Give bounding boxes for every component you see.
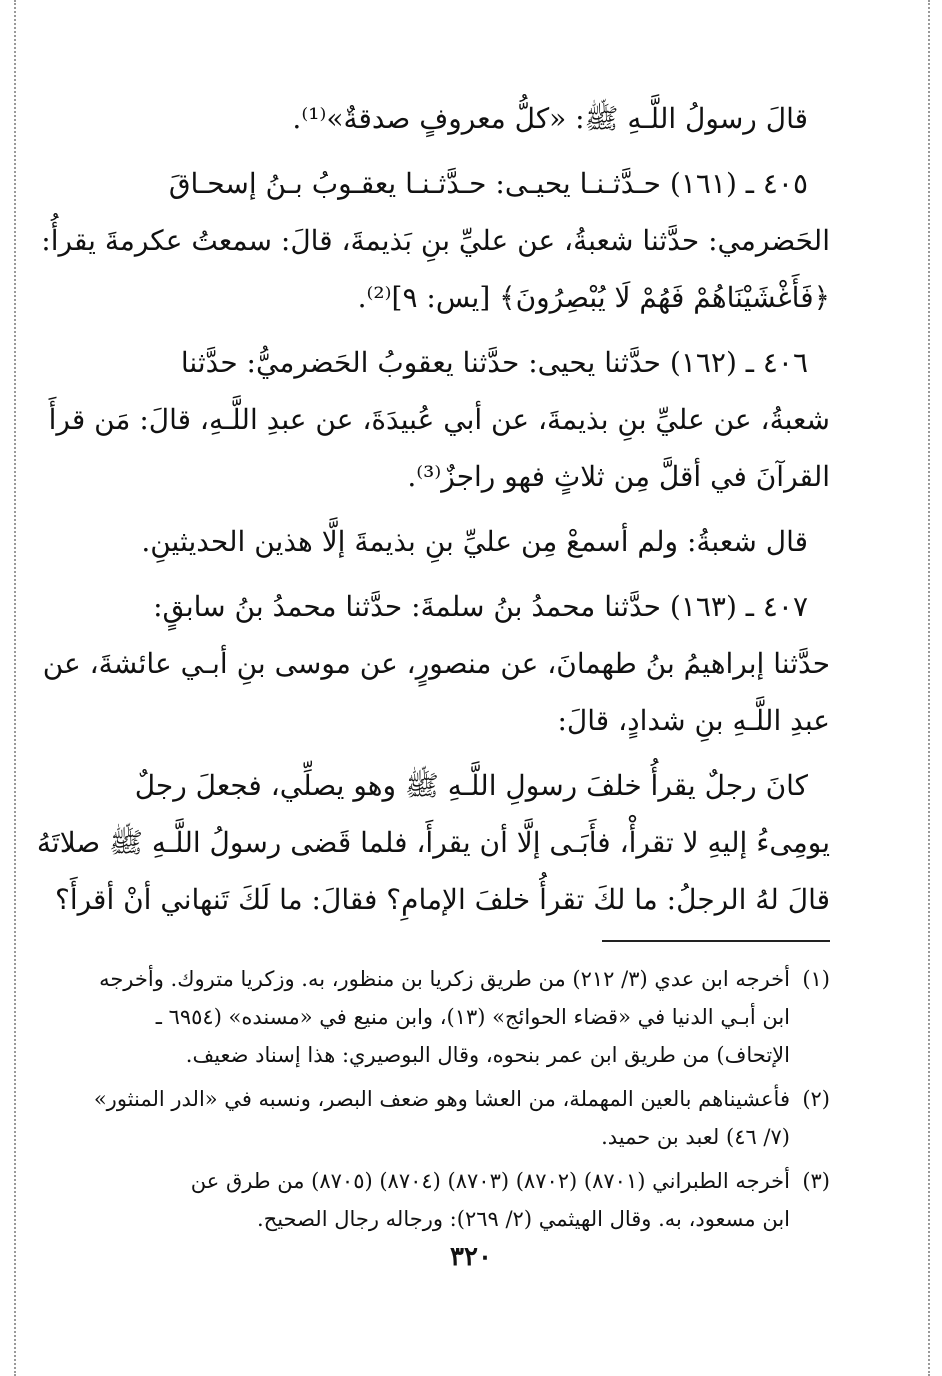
- text-line: القرآنَ في أقلَّ مِن ثلاثٍ فهو راجزٌ⁽³⁾.: [407, 460, 830, 493]
- text-line: ٤٠٧ ـ (١٦٣) حدَّثنا محمدُ بنُ سلمةَ: حدَّثنا محمدُ بنُ سابقٍ:: [153, 590, 808, 623]
- footnote-number: (١): [802, 967, 830, 991]
- text-line: ٤٠٦ ـ (١٦٢) حدَّثنا يحيى: حدَّثنا يعقوبُ الحَضرميُّ: حدَّثنا: [180, 346, 808, 379]
- footnote-text: (٧/ ٤٦) لعبد بن حميد.: [601, 1125, 790, 1149]
- footnote-number: (٣): [802, 1169, 830, 1193]
- scan-edge-left: [14, 0, 16, 1376]
- text-line: شعبةُ، عن عليِّ بنِ بذيمةَ، عن أبي عُبيدَةَ، عن عبدِ اللَّـهِ، قالَ: مَن قرأَ: [48, 403, 830, 436]
- shuba-note: [95, 513, 830, 570]
- footnote-1: [95, 960, 830, 1074]
- hadith-407-story: [36, 757, 830, 928]
- page-body: [36, 90, 830, 1244]
- footnote-text: أخرجه الطبراني (٨٧٠١) (٨٧٠٢) (٨٧٠٣) (٨٧٠٤) (٨٧٠٥) من طرق عن: [190, 1169, 790, 1193]
- text-line: حدَّثنا إبراهيمُ بنُ طهمانَ، عن منصورٍ، عن موسى بنِ أبـي عائشةَ، عن: [42, 647, 830, 680]
- paragraph-prophet-saying: [95, 90, 830, 147]
- footnote-text: ابن أبـي الدنيا في «قضاء الحوائج» (١٣)، وابن منيع في «مسنده» (٦٩٥٤ ـ: [155, 1005, 790, 1029]
- hadith-405: [41, 155, 830, 326]
- text-line: قال شعبةُ: ولم أسمعْ مِن عليِّ بنِ بذيمةَ إلَّا هذين الحديثينِ.: [141, 525, 808, 558]
- footnote-text: ابن مسعود، به. وقال الهيثمي (٢/ ٢٦٩): ورجاله رجال الصحيح.: [256, 1207, 790, 1231]
- text-line: كانَ رجلٌ يقرأُ خلفَ رسولِ اللَّـهِ ﷺ وهو يصلِّي، فجعلَ رجلٌ: [134, 769, 808, 802]
- hadith-407: [42, 578, 830, 749]
- text-line: الحَضرمي: حدَّثنا شعبةُ، عن عليِّ بنِ بَذيمةَ، قالَ: سمعتُ عكرمةَ يقرأُ:: [41, 224, 830, 257]
- text-line: يومِىءُ إليهِ لا تقرأْ، فأَبَـى إلَّا أن يقرأَ، فلما قَضى رسولُ اللَّـهِ ﷺ صلاتَهُ: [36, 826, 830, 859]
- text-line: قالَ رسولُ اللَّـهِ ﷺ: «كلُّ معروفٍ صدقةٌ»⁽¹⁾.: [292, 102, 808, 135]
- footnote-3: [95, 1162, 830, 1238]
- footnote-divider: [602, 940, 830, 942]
- scan-edge-right: [928, 0, 930, 1376]
- page-number: ٣٢٠: [450, 1242, 492, 1272]
- quran-verse-line: ﴿فَأَغْشَيْنَاهُمْ فَهُمْ لَا يُبْصِرُونَ﴾ [يس: ٩]⁽²⁾.: [357, 281, 830, 314]
- text-line: عبدِ اللَّـهِ بنِ شدادٍ، قالَ:: [557, 704, 830, 737]
- footnote-text: الإتحاف) من طريق ابن عمر بنحوه، وقال البوصيري: هذا إسناد ضعيف.: [185, 1043, 790, 1067]
- footnote-2: [95, 1080, 830, 1156]
- text-line: ٤٠٥ ـ (١٦١) حـدَّثـنـا يحيـى: حـدَّثـنـا يعقـوبُ بـنُ إسحـاقَ: [168, 167, 808, 200]
- text-line: قالَ لهُ الرجلُ: ما لكَ تقرأُ خلفَ الإمامِ؟ فقالَ: ما لَكَ تَنهاني أنْ أقرأَ؟: [54, 883, 830, 916]
- footnote-text: أخرجه ابن عدي (٣/ ٢١٢) من طريق زكريا بن منظور، به. وزكريا متروك. وأخرجه: [99, 967, 790, 991]
- footnote-text: فأعشيناهم بالعين المهملة، من العشا وهو ضعف البصر، ونسبه في «الدر المنثور»: [93, 1087, 790, 1111]
- footnote-number: (٢): [802, 1087, 830, 1111]
- hadith-406: [48, 334, 830, 505]
